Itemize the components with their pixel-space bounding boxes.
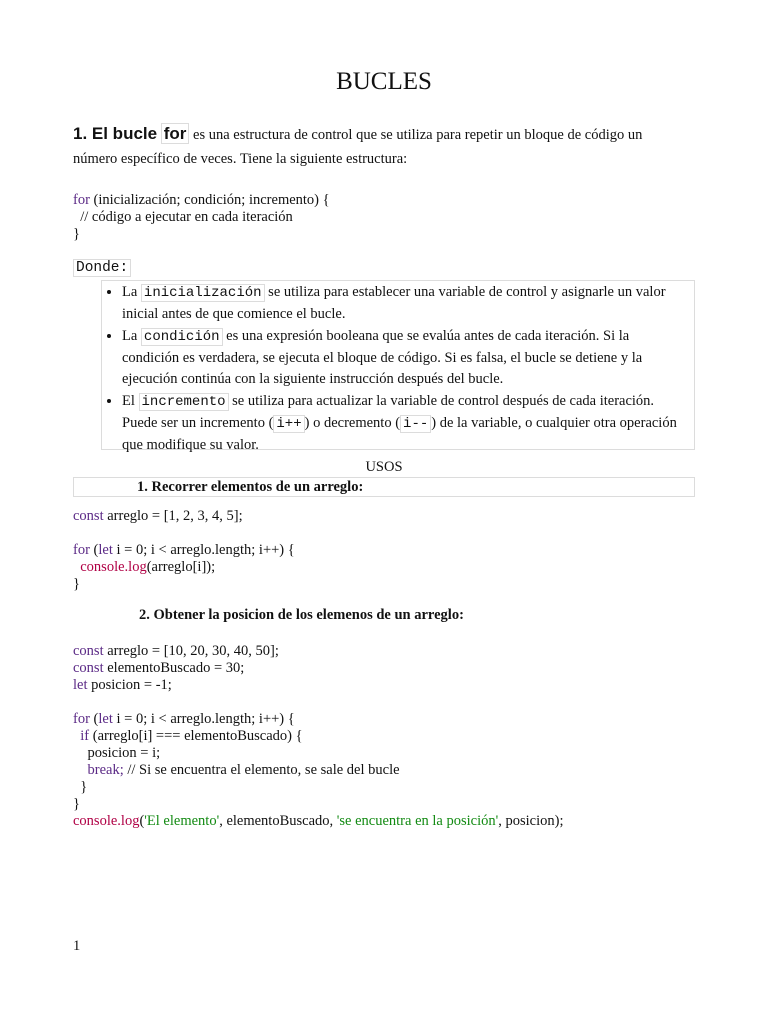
use-1-code-block: const arreglo = [1, 2, 3, 4, 5]; for (let i = 0; i < arreglo.length; i++) { console.log(arreglo[i]); }	[73, 508, 295, 592]
code-keyword: for	[73, 192, 90, 208]
section-1-intro	[73, 122, 703, 171]
usos-heading: USOS	[365, 459, 403, 475]
page-title: BUCLES	[336, 68, 432, 95]
intro-text-line1: es una estructura de control que se utiliza para repetir un bloque de código un	[193, 127, 643, 143]
code-comment: // código a ejecutar en cada iteración	[73, 209, 293, 225]
page-number: 1	[73, 938, 81, 954]
inline-code: inicialización	[141, 284, 265, 302]
code-text: (inicialización; condición; incremento) {	[89, 192, 330, 208]
syntax-code-block	[73, 192, 330, 243]
inline-code: incremento	[139, 393, 229, 411]
donde-label: Donde:	[73, 259, 131, 277]
list-item: • La condición es una expresión booleana que se evalúa antes de cada iteración. Si la condición es verdadera, se ejecuta el bloque de código. Si es falsa, el bucle se detiene y la ejecución continúa con la siguiente instrucción después del bucle.	[122, 325, 688, 390]
list-item: • La inicialización se utiliza para establecer una variable de control y asignarle un valor inicial antes de que comience el bucle.	[122, 281, 688, 325]
intro-text-line2: número específico de veces. Tiene la siguiente estructura:	[73, 151, 408, 167]
inline-code: i++	[273, 415, 304, 433]
inline-code: i--	[400, 415, 431, 433]
use-2-code-block: const arreglo = [10, 20, 30, 40, 50]; const elementoBuscado = 30; let posicion = -1; for (let i = 0; i < arreglo.length; i++) { if (arreglo[i] === elementoBuscado) { posicion = i; break; // Si se encuentra el elemento, se sale del bucle } } console.log('El elemento', elementoBuscado, 'se encuentra en la posición', posicion);	[73, 643, 564, 829]
use-2-heading: 2. Obtener la posicion de los elemenos de un arreglo:	[139, 607, 464, 623]
section-1-heading: 1. El bucle	[73, 124, 158, 143]
use-1-heading: 1. Recorrer elementos de un arreglo:	[73, 477, 695, 497]
for-keyword-code: for	[161, 123, 190, 144]
list-item: • El incremento se utiliza para actualizar la variable de control después de cada iteración. Puede ser un incremento ( i++ ) o decremento ( i-- ) de la variable, o cualquier otra operación que modifique su valor.	[122, 390, 688, 456]
definitions-list	[101, 280, 695, 453]
inline-code: condición	[141, 328, 223, 346]
code-text: }	[73, 226, 80, 242]
